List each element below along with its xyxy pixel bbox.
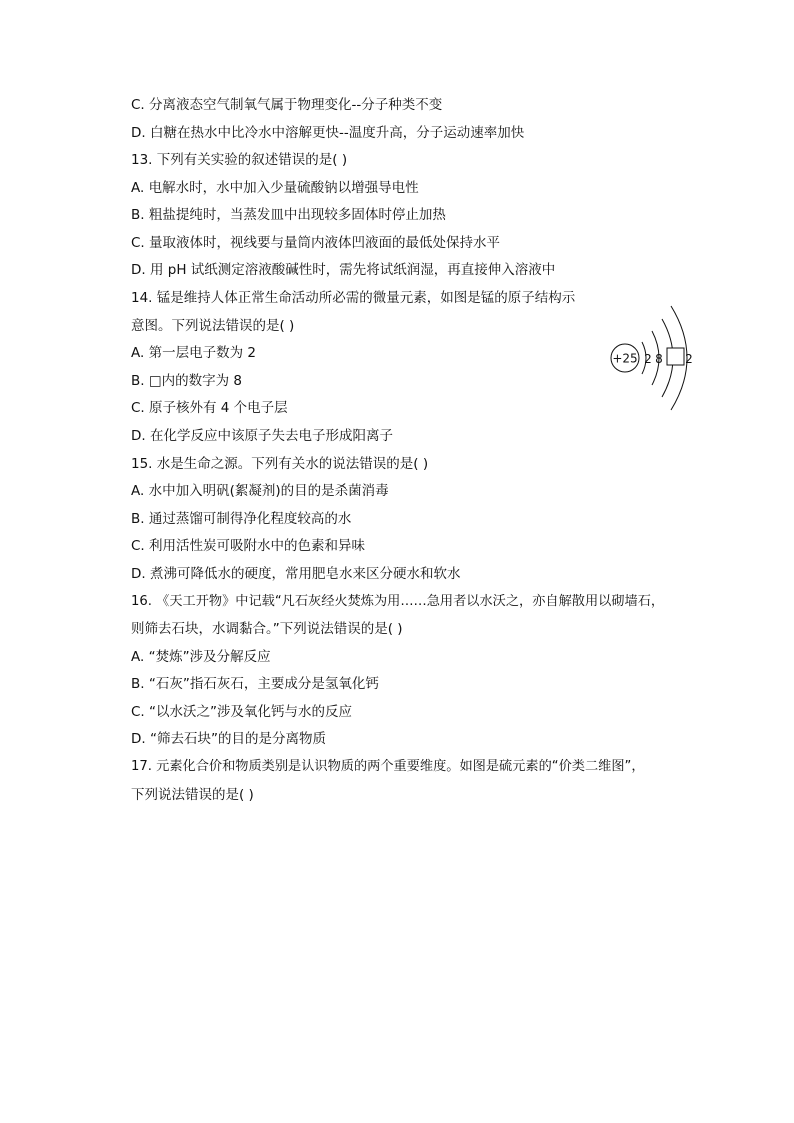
question-17-line-2: 下列说法错误的是( ) xyxy=(131,787,254,803)
question-14-line-2: 意图。下列说法错误的是( ) xyxy=(131,318,295,334)
question-17-line-1: 17. 元素化合价和物质类别是认识物质的两个重要维度。如图是硫元素的“价类二维图”， xyxy=(131,759,645,774)
option-15a: A. 水中加入明矾(絮凝剂)的目的是杀菌消毒 xyxy=(131,483,389,499)
question-14-line-1: 14. 锰是维持人体正常生命活动所必需的微量元素，如图是锰的原子结构示 xyxy=(131,290,576,306)
question-13: 13. 下列有关实验的叙述错误的是( ) xyxy=(131,152,348,168)
option-16c: C. “以水沃之”涉及氧化钙与水的反应 xyxy=(131,704,352,720)
shell-2-electrons: 8 xyxy=(655,352,663,366)
shell-3-blank-box xyxy=(667,348,684,365)
question-16-line-2: 则筛去石块，水调黏合。”下列说法错误的是( ) xyxy=(131,621,403,637)
question-15: 15. 水是生命之源。下列有关水的说法错误的是( ) xyxy=(131,456,429,472)
option-12c: C. 分离液态空气制氧气属于物理变化--分子种类不变 xyxy=(131,97,443,113)
question-16-line-1: 16. 《天工开物》中记载“凡石灰经火焚炼为用……急用者以水沃之，亦自解散用以砌墙石， xyxy=(131,594,665,609)
nucleus-charge: +25 xyxy=(612,351,638,366)
option-13c: C. 量取液体时，视线要与量筒内液体凹液面的最低处保持水平 xyxy=(131,235,501,251)
option-16d: D. “筛去石块”的目的是分离物质 xyxy=(131,731,326,747)
option-16b: B. “石灰”指石灰石，主要成分是氢氧化钙 xyxy=(131,676,379,692)
shell-1-electrons: 2 xyxy=(644,352,652,366)
option-14a: A. 第一层电子数为 2 xyxy=(131,345,256,361)
option-14c: C. 原子核外有 4 个电子层 xyxy=(131,400,288,416)
option-14d: D. 在化学反应中该原子失去电子形成阳离子 xyxy=(131,428,393,444)
shell-4-electrons: 2 xyxy=(685,352,693,366)
option-15d: D. 煮沸可降低水的硬度，常用肥皂水来区分硬水和软水 xyxy=(131,566,461,582)
option-15c: C. 利用活性炭可吸附水中的色素和异味 xyxy=(131,538,366,554)
option-15b: B. 通过蒸馏可制得净化程度较高的水 xyxy=(131,511,352,527)
option-14b: B. □内的数字为 8 xyxy=(131,373,242,389)
option-13d: D. 用 pH 试纸测定溶液酸碱性时，需先将试纸润湿，再直接伸入溶液中 xyxy=(131,262,556,278)
option-16a: A. “焚炼”涉及分解反应 xyxy=(131,649,271,665)
option-12d: D. 白糖在热水中比冷水中溶解更快--温度升高，分子运动速率加快 xyxy=(131,125,525,141)
manganese-atom-structure-diagram xyxy=(605,296,715,420)
option-13b: B. 粗盐提纯时，当蒸发皿中出现较多固体时停止加热 xyxy=(131,207,446,223)
option-13a: A. 电解水时，水中加入少量硫酸钠以增强导电性 xyxy=(131,180,419,196)
